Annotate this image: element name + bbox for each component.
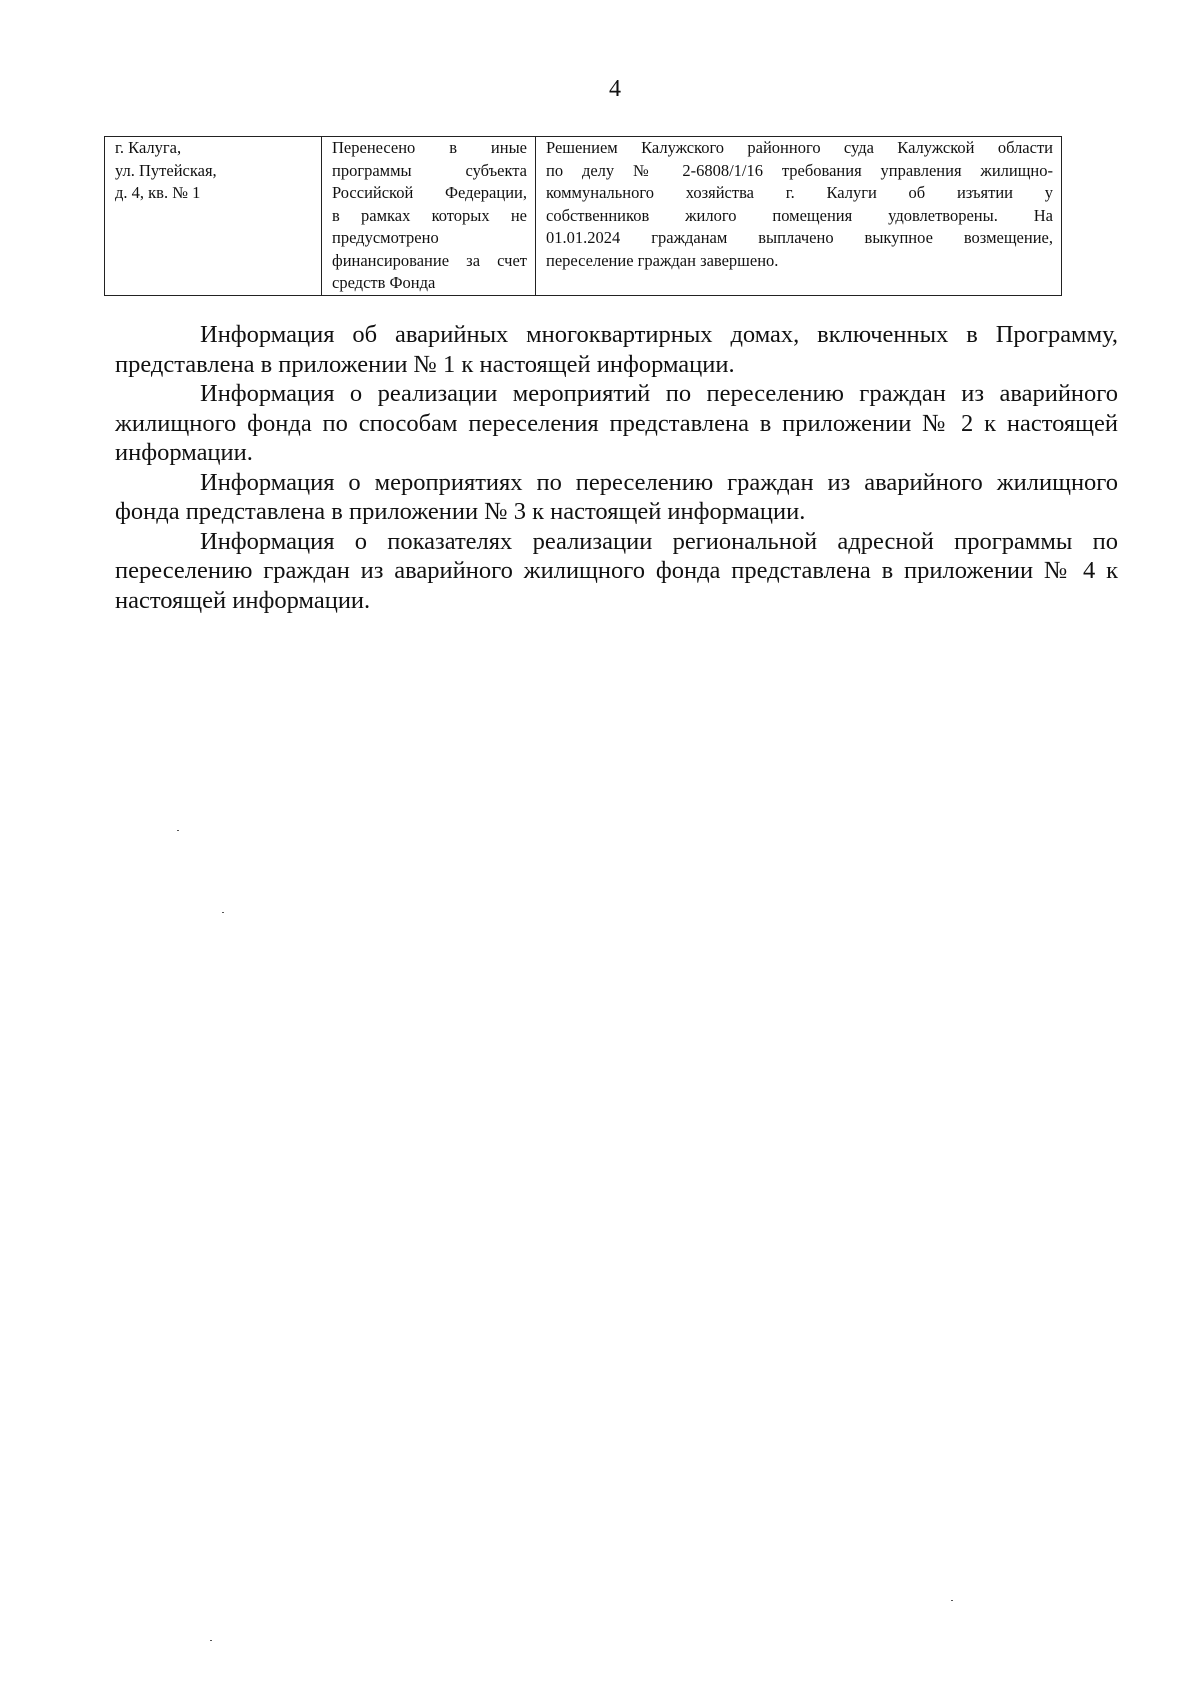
note-line: переселение граждан завершено. (546, 250, 779, 270)
status-line: программы субъекта (332, 160, 527, 180)
note-line: Решением Калужского районного суда Калужской области (546, 138, 1053, 157)
resettlement-table (104, 136, 1062, 296)
scan-speck (222, 912, 224, 913)
status-line: Перенесено в иные (332, 138, 527, 157)
status-cell (322, 137, 536, 296)
note-line: по делу № 2-6808/1/16 требования управления жилищно- (546, 160, 1053, 180)
note-line: коммунального хозяйства г. Калуги об изъятии у (546, 183, 1053, 202)
status-line: предусмотрено (332, 228, 439, 247)
scan-speck (177, 830, 179, 831)
status-line: средств Фонда (332, 273, 436, 292)
body-text (115, 320, 1118, 615)
note-cell (536, 137, 1062, 296)
status-line: финансирование за счет (332, 250, 527, 270)
paragraph-appendix-4: Информация о показателях реализации региональной адресной программы по переселению граждан из аварийного жилищного фонда представлена в приложении № 4 к настоящей информации. (115, 527, 1118, 614)
address-line: г. Калуга, (115, 138, 182, 157)
page-number: 4 (609, 76, 621, 102)
table-row (105, 137, 1062, 296)
address-line: д. 4, кв. № 1 (115, 183, 201, 202)
note-line: собственников жилого помещения удовлетворены. На (546, 205, 1053, 225)
scan-speck (951, 1600, 953, 1601)
paragraph-appendix-2: Информация о реализации мероприятий по переселению граждан из аварийного жилищного фонда по способам переселения представлена в приложении № 2 к настоящей информации. (115, 380, 1118, 466)
paragraph-appendix-1: Информация об аварийных многоквартирных домах, включенных в Программу, представлена в приложении № 1 к настоящей информации. (115, 321, 1118, 378)
paragraph-appendix-3: Информация о мероприятиях по переселению граждан из аварийного жилищного фонда представлена в приложении № 3 к настоящей информации. (115, 468, 1118, 525)
status-line: Российской Федерации, (332, 183, 527, 202)
address-line: ул. Путейская, (115, 160, 217, 180)
scan-speck (210, 1640, 212, 1641)
status-line: в рамках которых не (332, 205, 527, 225)
note-line: 01.01.2024 гражданам выплачено выкупное возмещение, (546, 228, 1053, 247)
address-cell (105, 137, 322, 296)
